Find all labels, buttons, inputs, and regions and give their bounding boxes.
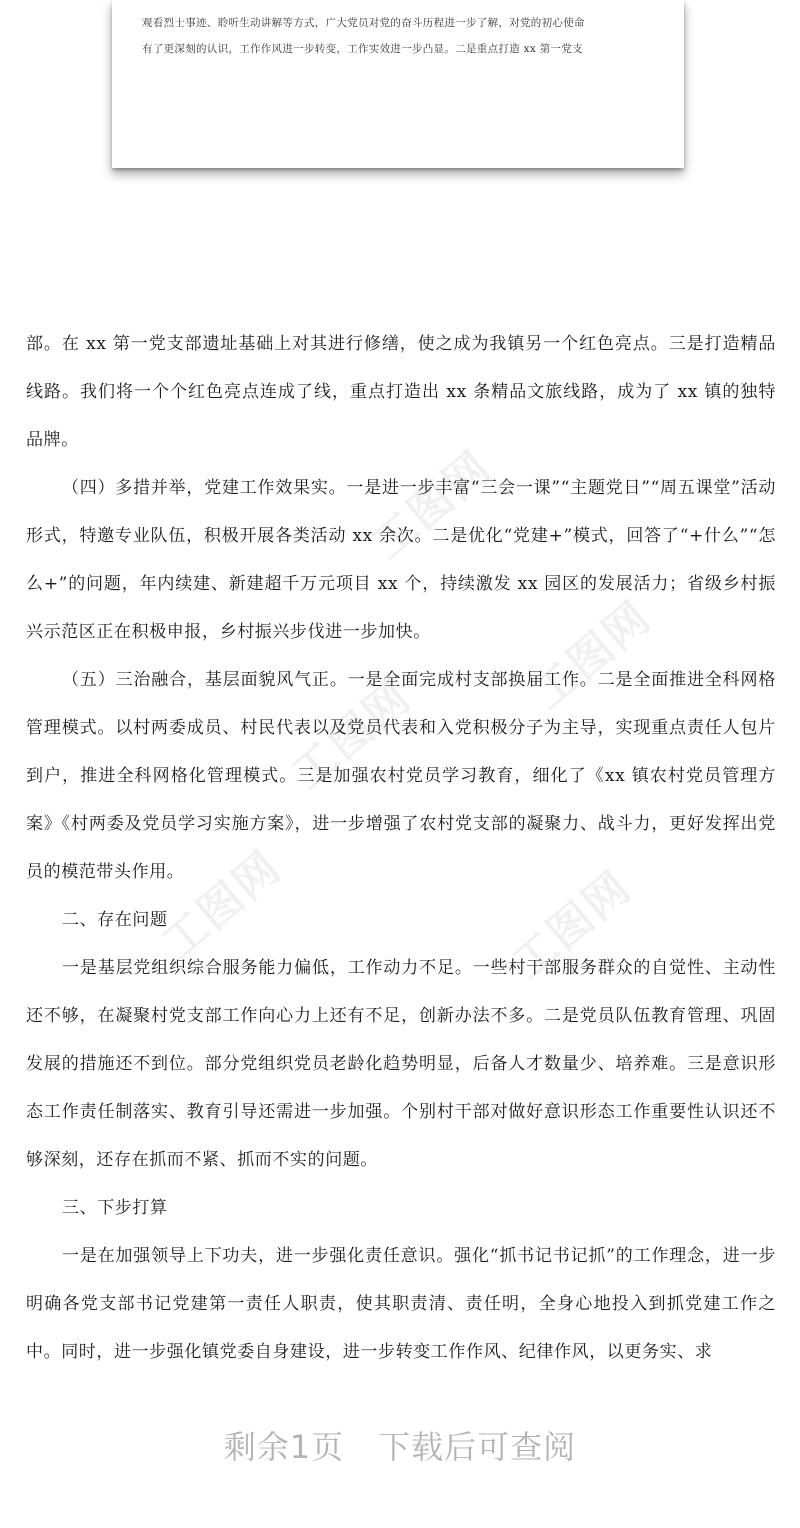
section-heading: 二、存在问题 [62, 910, 168, 930]
document-body [26, 320, 776, 1376]
watermark: 工图网 [502, 861, 642, 990]
preview-line: 观看烈士事迹、聆听生动讲解等方式，广大党员对党的奋斗历程进一步了解，对党的初心使命 [142, 17, 585, 29]
remaining-pages-label: 剩余1页 [223, 1428, 345, 1466]
preview-page-text [142, 10, 662, 62]
body-paragraph: 部。在 xx 第一党支部遗址基础上对其进行修缮，使之成为我镇另一个红色亮点。三是打造精品线路。我们将一个个红色亮点连成了线，重点打造出 xx 条精品文旅线路，成为了 xx 镇的独特品牌。 [26, 334, 776, 450]
section-paragraph: （四）多措并举，党建工作效果实。一是进一步丰富“三会一课”“主题党日”“周五课堂”活动形式，特邀专业队伍，积极开展各类活动 xx 余次。二是优化“党建+”模式，回答了“+什么”“怎么+”的问题，年内续建、新建超千万元项目 xx 个，持续激发 xx 园区的发展活力；省级乡村振兴示范区正在积极申报，乡村振兴步伐进一步加快。 [26, 478, 776, 642]
section-paragraph: （五）三治融合，基层面貌风气正。一是全面完成村支部换届工作。二是全面推进全科网格管理模式。以村两委成员、村民代表以及党员代表和入党积极分子为主导，实现重点责任人包片到户，推进全科网格化管理模式。三是加强农村党员学习教育，细化了《xx 镇农村党员管理方案》《村两委及党员学习实施方案》，进一步增强了农村党支部的凝聚力、战斗力，更好发挥出党员的模范带头作用。 [26, 670, 776, 882]
preview-page-card [112, 0, 684, 168]
watermark: 工图网 [362, 441, 502, 570]
watermark: 工图网 [282, 671, 422, 800]
preview-line: 有了更深刻的认识，工作作风进一步转变，工作实效进一步凸显。二是重点打造 xx 第一党支 [142, 43, 583, 55]
body-paragraph: 一是基层党组织综合服务能力偏低，工作动力不足。一些村干部服务群众的自觉性、主动性还不够，在凝聚村党支部工作向心力上还有不足，创新办法不多。二是党员队伍教育管理、巩固发展的措施还不到位。部分党组织党员老龄化趋势明显，后备人才数量少、培养难。三是意识形态工作责任制落实、教育引导还需进一步加强。个别村干部对做好意识形态工作重要性认识还不够深刻，还存在抓而不紧、抓而不实的问题。 [26, 958, 776, 1170]
section-heading: 三、下步打算 [62, 1198, 168, 1218]
download-prompt[interactable] [0, 1422, 800, 1468]
watermark: 工图网 [152, 841, 292, 970]
watermark: 工图网 [522, 591, 662, 720]
download-to-view-label: 下载后可查阅 [378, 1428, 577, 1466]
body-paragraph: 一是在加强领导上下功夫，进一步强化责任意识。强化“抓书记书记抓”的工作理念，进一步明确各党支部书记党建第一责任人职责，使其职责清、责任明，全身心地投入到抓党建工作之中。同时，进一步强化镇党委自身建设，进一步转变工作作风、纪律作风，以更务实、求 [26, 1246, 776, 1362]
